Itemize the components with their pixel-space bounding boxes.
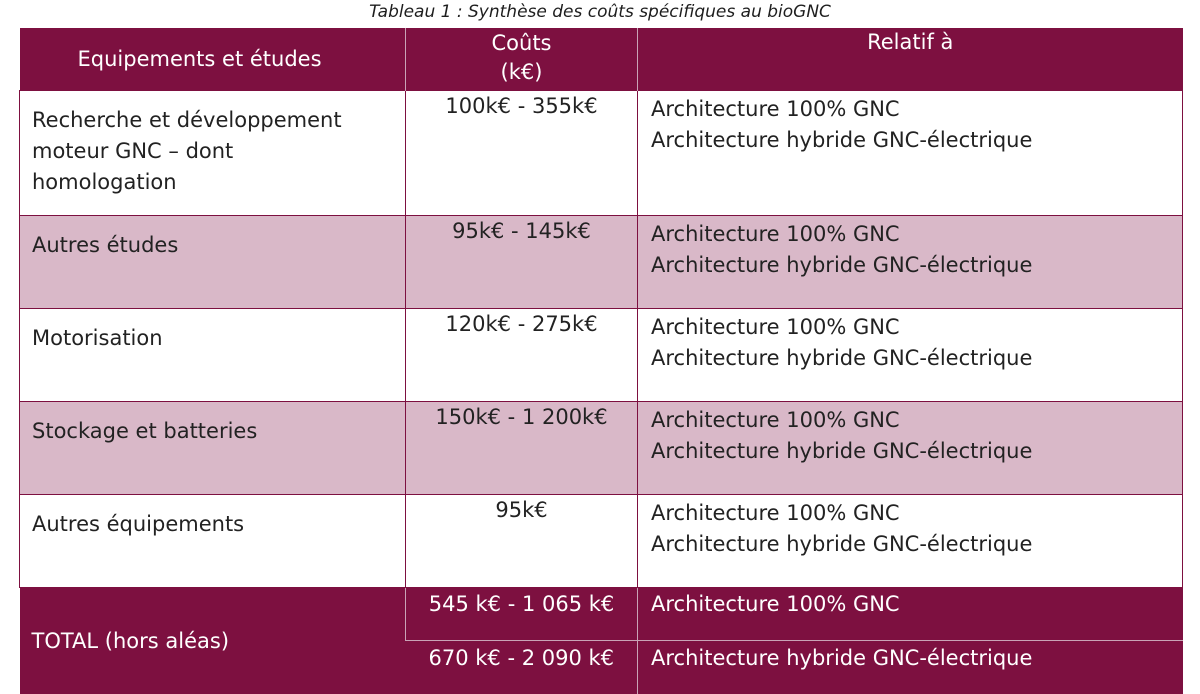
relatif-line: Architecture 100% GNC (651, 405, 1182, 436)
row-cost: 95k€ (406, 495, 638, 588)
row-label-line: Motorisation (32, 323, 405, 354)
row-relatif (638, 91, 1183, 216)
relatif-line: Architecture hybride GNC-électrique (651, 436, 1182, 467)
row-cost: 150k€ - 1 200k€ (406, 402, 638, 495)
total-cost: 545 k€ - 1 065 k€ (406, 588, 638, 641)
row-label-line: homologation (32, 167, 405, 198)
table-row (20, 495, 1183, 588)
table-row (20, 91, 1183, 216)
row-cost: 120k€ - 275k€ (406, 309, 638, 402)
total-label: TOTAL (hors aléas) (20, 588, 406, 694)
table-header-row (20, 28, 1183, 91)
row-label-line: moteur GNC – dont (32, 136, 405, 167)
row-relatif (638, 495, 1183, 588)
row-label (20, 402, 406, 495)
row-relatif (638, 309, 1183, 402)
total-relatif: Architecture hybride GNC-électrique (638, 641, 1183, 694)
table-caption: Tableau 1 : Synthèse des coûts spécifiques au bioGNC (0, 2, 1200, 22)
relatif-line: Architecture hybride GNC-électrique (651, 250, 1182, 281)
header-couts-line2: (k€) (406, 58, 637, 87)
total-cost: 670 k€ - 2 090 k€ (406, 641, 638, 694)
row-label (20, 216, 406, 309)
row-label (20, 91, 406, 216)
relatif-line: Architecture hybride GNC-électrique (651, 529, 1182, 560)
row-label (20, 309, 406, 402)
row-relatif (638, 216, 1183, 309)
row-label-line: Stockage et batteries (32, 416, 405, 447)
row-relatif (638, 402, 1183, 495)
cost-table (19, 28, 1183, 694)
row-label-line: Autres études (32, 230, 405, 261)
row-label-line: Autres équipements (32, 509, 405, 540)
header-couts (406, 28, 638, 91)
total-row (20, 588, 1183, 641)
relatif-line: Architecture 100% GNC (651, 312, 1182, 343)
row-cost: 95k€ - 145k€ (406, 216, 638, 309)
relatif-line: Architecture hybride GNC-électrique (651, 343, 1182, 374)
relatif-line: Architecture 100% GNC (651, 498, 1182, 529)
relatif-line: Architecture 100% GNC (651, 94, 1182, 125)
total-relatif: Architecture 100% GNC (638, 588, 1183, 641)
row-label (20, 495, 406, 588)
row-label-line: Recherche et développement (32, 105, 405, 136)
table-row (20, 402, 1183, 495)
relatif-line: Architecture hybride GNC-électrique (651, 125, 1182, 156)
header-couts-line1: Coûts (406, 29, 637, 58)
relatif-line: Architecture 100% GNC (651, 219, 1182, 250)
header-equipements: Equipements et études (20, 28, 406, 91)
table-row (20, 216, 1183, 309)
header-relatif: Relatif à (638, 28, 1183, 91)
table-row (20, 309, 1183, 402)
row-cost: 100k€ - 355k€ (406, 91, 638, 216)
